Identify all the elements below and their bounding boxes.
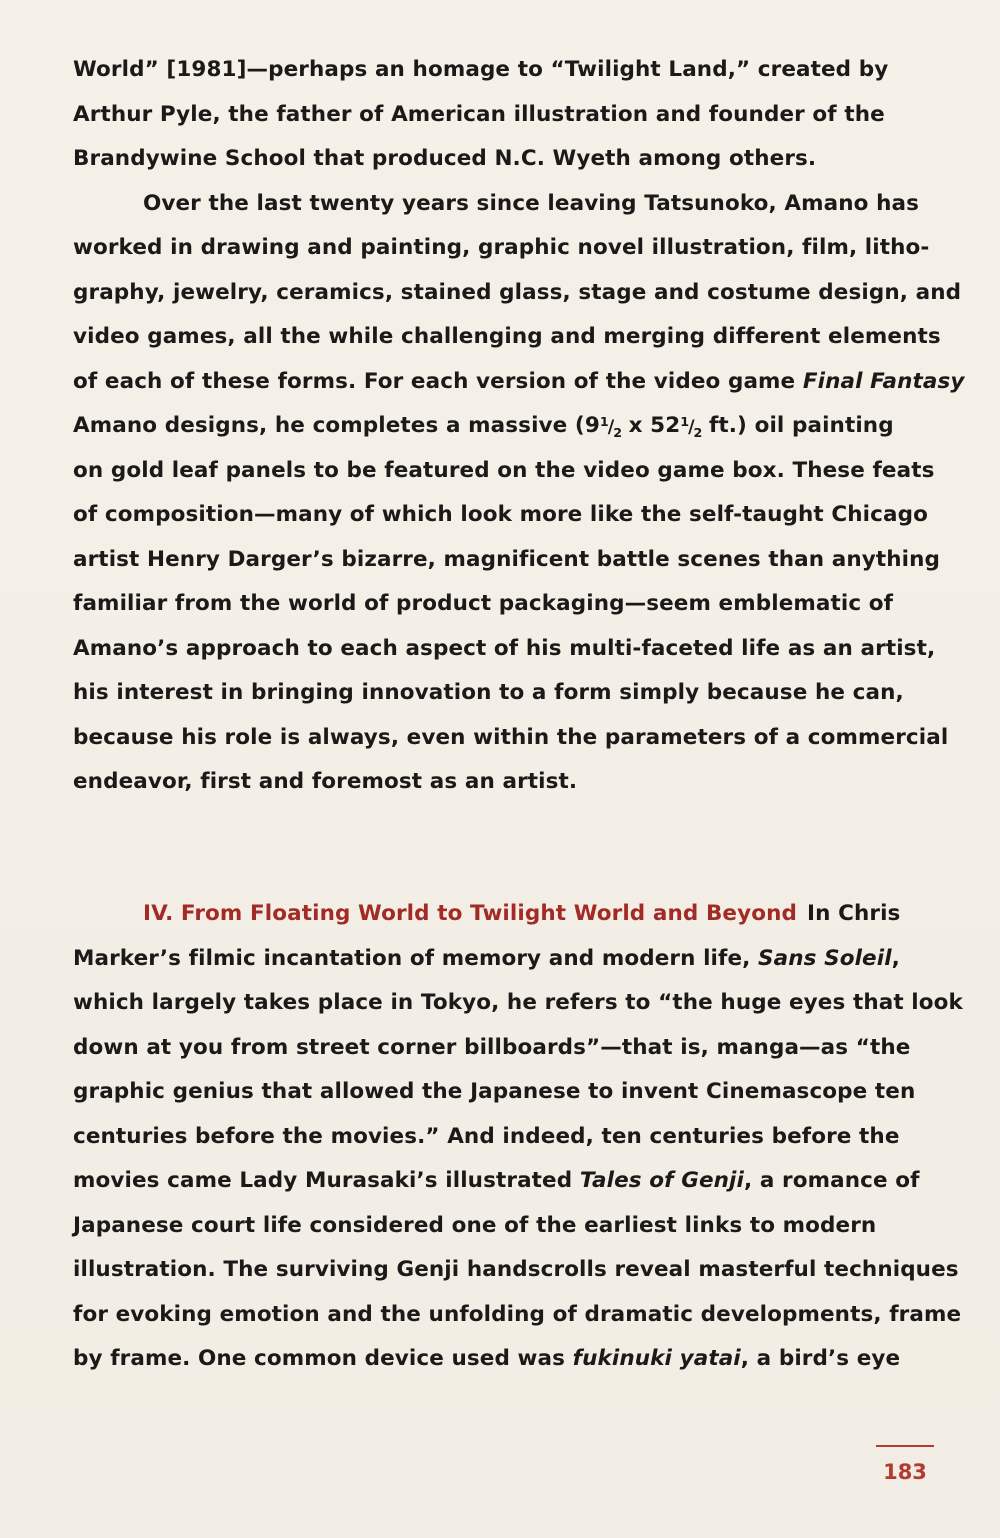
text-segment: ft.) oil painting — [701, 413, 894, 438]
text-line — [73, 404, 953, 449]
text-line: his interest in bringing innovation to a form simply because he can, — [73, 680, 904, 705]
text-line: World” [1981]—perhaps an homage to “Twilight Land,” created by — [73, 57, 889, 82]
italic-title: Sans Soleil — [758, 945, 892, 971]
text-line: on gold leaf panels to be featured on the video game box. These feats — [73, 457, 935, 483]
text-line: for evoking emotion and the unfolding of dramatic developments, frame — [73, 1301, 962, 1327]
text-line: because his role is always, even within the parameters of a commercial — [73, 724, 949, 750]
text-segment: movies came Lady Murasaki’s illustrated — [73, 1168, 580, 1193]
italic-term: fukinuki yatai — [572, 1346, 741, 1371]
italic-title: Tales of Genji — [579, 1168, 744, 1193]
text-line: centuries before the movies.” And indeed, ten centuries before the — [73, 1123, 900, 1149]
text-segment: , — [891, 945, 900, 971]
text-segment: , a romance of — [743, 1168, 920, 1193]
text-segment: In Chris — [807, 901, 901, 926]
text-line: graphic genius that allowed the Japanese to invent Cinemascope ten — [73, 1079, 916, 1104]
text-line: familiar from the world of product packaging—seem emblematic of — [73, 591, 894, 616]
fraction-numerator: 1 — [599, 413, 608, 429]
fraction: $^1/_2$ — [599, 413, 622, 440]
text-line: illustration. The surviving Genji handscrolls reveal masterful techniques — [73, 1257, 959, 1282]
italic-title: Final Fantasy — [802, 368, 965, 394]
page-number-rule — [876, 1445, 934, 1447]
text-line: Over the last twenty years since leaving Tatsunoko, Amano has — [143, 190, 919, 216]
text-line — [73, 1159, 953, 1204]
text-line: Arthur Pyle, the father of American illustration and founder of the — [73, 101, 885, 127]
text-line — [73, 892, 953, 937]
text-line: Japanese court life considered one of the earliest links to modern — [73, 1212, 877, 1238]
text-line: graphy, jewelry, ceramics, stained glass, stage and costume design, and — [73, 279, 962, 305]
fraction-denominator: 2 — [613, 424, 622, 440]
text-line: which largely takes place in Tokyo, he refers to “the huge eyes that look — [73, 990, 963, 1015]
text-line — [73, 360, 965, 405]
text-line: Amano’s approach to each aspect of his multi-faceted life as an artist, — [73, 635, 936, 661]
text-line: down at you from street corner billboards”—that is, manga—as “the — [73, 1034, 911, 1060]
text-segment: Amano designs, he completes a massive (9 — [73, 413, 600, 438]
fraction-denominator: 2 — [693, 424, 702, 440]
section-heading: IV. From Floating World to Twilight World and Beyond — [143, 901, 797, 926]
text-segment: x 52 — [621, 413, 681, 438]
text-line: artist Henry Darger’s bizarre, magnificent battle scenes than anything — [73, 546, 941, 572]
text-segment: of each of these forms. For each version of the video game — [73, 368, 803, 394]
fraction-numerator: 1 — [680, 413, 689, 429]
text-segment: , a bird’s eye — [740, 1346, 901, 1371]
text-line — [73, 937, 953, 982]
page-number: 183 — [883, 1460, 927, 1484]
text-segment: Marker’s filmic incantation of memory and modern life, — [73, 945, 759, 971]
text-line: of composition—many of which look more like the self-taught Chicago — [73, 502, 928, 527]
fraction: $^1/_2$ — [680, 413, 702, 440]
text-line: video games, all the while challenging and merging different elements — [73, 324, 941, 349]
section-paragraph — [73, 892, 963, 1382]
paragraph-continuation — [73, 48, 965, 805]
text-segment: by frame. One common device used was — [73, 1346, 573, 1371]
text-line: endeavor, first and foremost as an artist. — [73, 769, 578, 794]
text-line: worked in drawing and painting, graphic novel illustration, film, litho- — [73, 235, 930, 260]
text-line: Brandywine School that produced N.C. Wyeth among others. — [73, 146, 817, 171]
text-line — [73, 1337, 953, 1382]
